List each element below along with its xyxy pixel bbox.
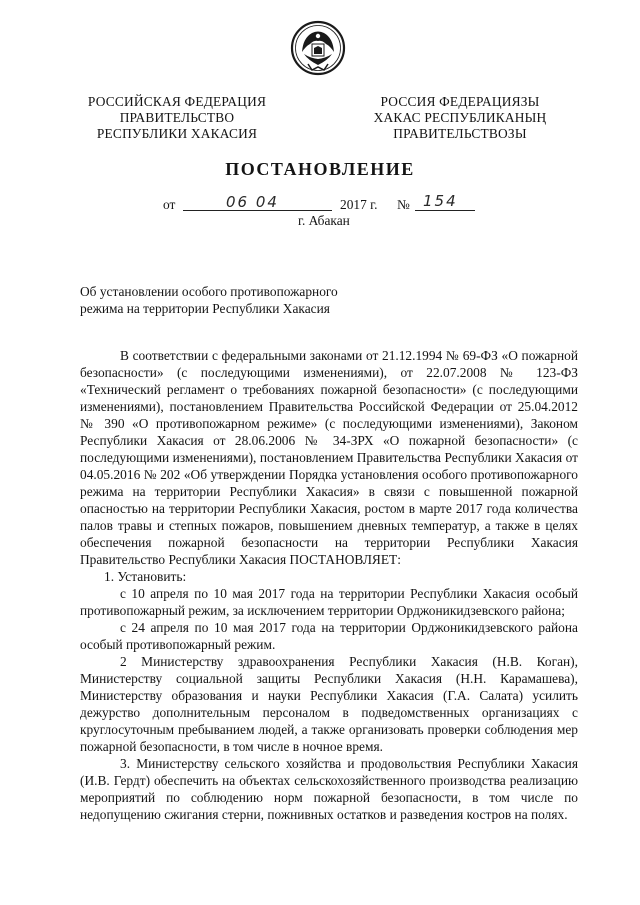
year-label: 2017 г.	[340, 197, 378, 212]
handwritten-number: 154	[423, 192, 458, 210]
body-paragraph: 1. Установить:	[104, 569, 187, 584]
header-left-line: РОССИЙСКАЯ ФЕДЕРАЦИЯ	[87, 94, 267, 109]
header-right-block	[362, 94, 558, 142]
header-right-line: ХАКАС РЕСПУБЛИКАНЫҢ	[373, 110, 547, 125]
handwritten-date: 06 04	[226, 193, 279, 211]
body-paragraph: с 24 апреля по 10 мая 2017 года на территории Орджоникидзевского района особый противопожарный режим.	[80, 620, 578, 652]
document-body	[80, 347, 578, 823]
body-paragraph: 3. Министерству сельского хозяйства и продовольствия Республики Хакасия (И.В. Гердт) обеспечить на объектах сельскохозяйственного производства реализацию мероприятий по соблюдению норм пожарной безопасности, в том числе по недопущению сжигания стерни, пожнивных остатков и разведения костров на полях.	[80, 756, 578, 822]
number-sign: №	[397, 197, 410, 212]
body-paragraph: с 10 апреля по 10 мая 2017 года на территории Республики Хакасия особый противопожарный режим, за исключением территории Орджоникидзевского района;	[80, 586, 578, 618]
body-paragraph: В соответствии с федеральными законами от 21.12.1994 № 69-ФЗ «О пожарной безопасности» (с последующими изменениями), от 22.07.2008 № 123-ФЗ «Технический регламент о требованиях пожарной безопасности» (с последующими изменениями), постановлением Правительства Российской Федерации от 25.04.2012 № 390 «О противопожарном режиме» (с последующими изменениями), Законом Республики Хакасия от 28.06.2006 № 34-ЗРХ «О пожарной безопасности» (с последующими изменениями), постановлением Правительства Республики Хакасия от 04.05.2016 № 202 «Об утверждении Порядка установления особого противопожарного режима на территории Республики Хакасия» в связи с повышенной пожарной опасностью на территории Республики Хакасия, ростом в марте 2017 года количества палов травы и степных пожаров, повышением дневных температур, а также в целях обеспечения пожарной безопасности на территории Республики Хакасия Правительство Республики Хакасия ПОСТАНОВЛЯЕТ:	[80, 348, 578, 567]
body-paragraph: 2 Министерству здравоохранения Республики Хакасия (Н.В. Коган), Министерству социальной защиты Республики Хакасия (Н.Н. Карамашева), Министерству образования и науки Республики Хакасия (Г.А. Салата) усилить дежурство дополнительным персоналом в подведомственных организациях с круглосуточным пребыванием людей, а также организовать проверки соблюдения мер пожарной безопасности, в том числе в ночное время.	[80, 654, 578, 754]
header-left-block	[78, 94, 276, 142]
number-underline	[415, 210, 475, 211]
header-right-line: ПРАВИТЕЛЬСТВОЗЫ	[393, 126, 527, 141]
date-prefix: от	[163, 197, 176, 212]
city-label: г. Абакан	[298, 213, 350, 228]
subject-block	[80, 283, 338, 317]
header-left-line: ПРАВИТЕЛЬСТВО	[119, 110, 235, 125]
document-title: ПОСТАНОВЛЕНИЕ	[225, 159, 415, 179]
header-right-line: РОССИЯ ФЕДЕРАЦИЯЗЫ	[380, 94, 540, 109]
subject-line: Об установлении особого противопожарного	[80, 284, 338, 299]
coat-of-arms-emblem	[290, 20, 346, 76]
header-left-line: РЕСПУБЛИКИ ХАКАСИЯ	[96, 126, 258, 141]
subject-line: режима на территории Республики Хакасия	[80, 301, 330, 316]
